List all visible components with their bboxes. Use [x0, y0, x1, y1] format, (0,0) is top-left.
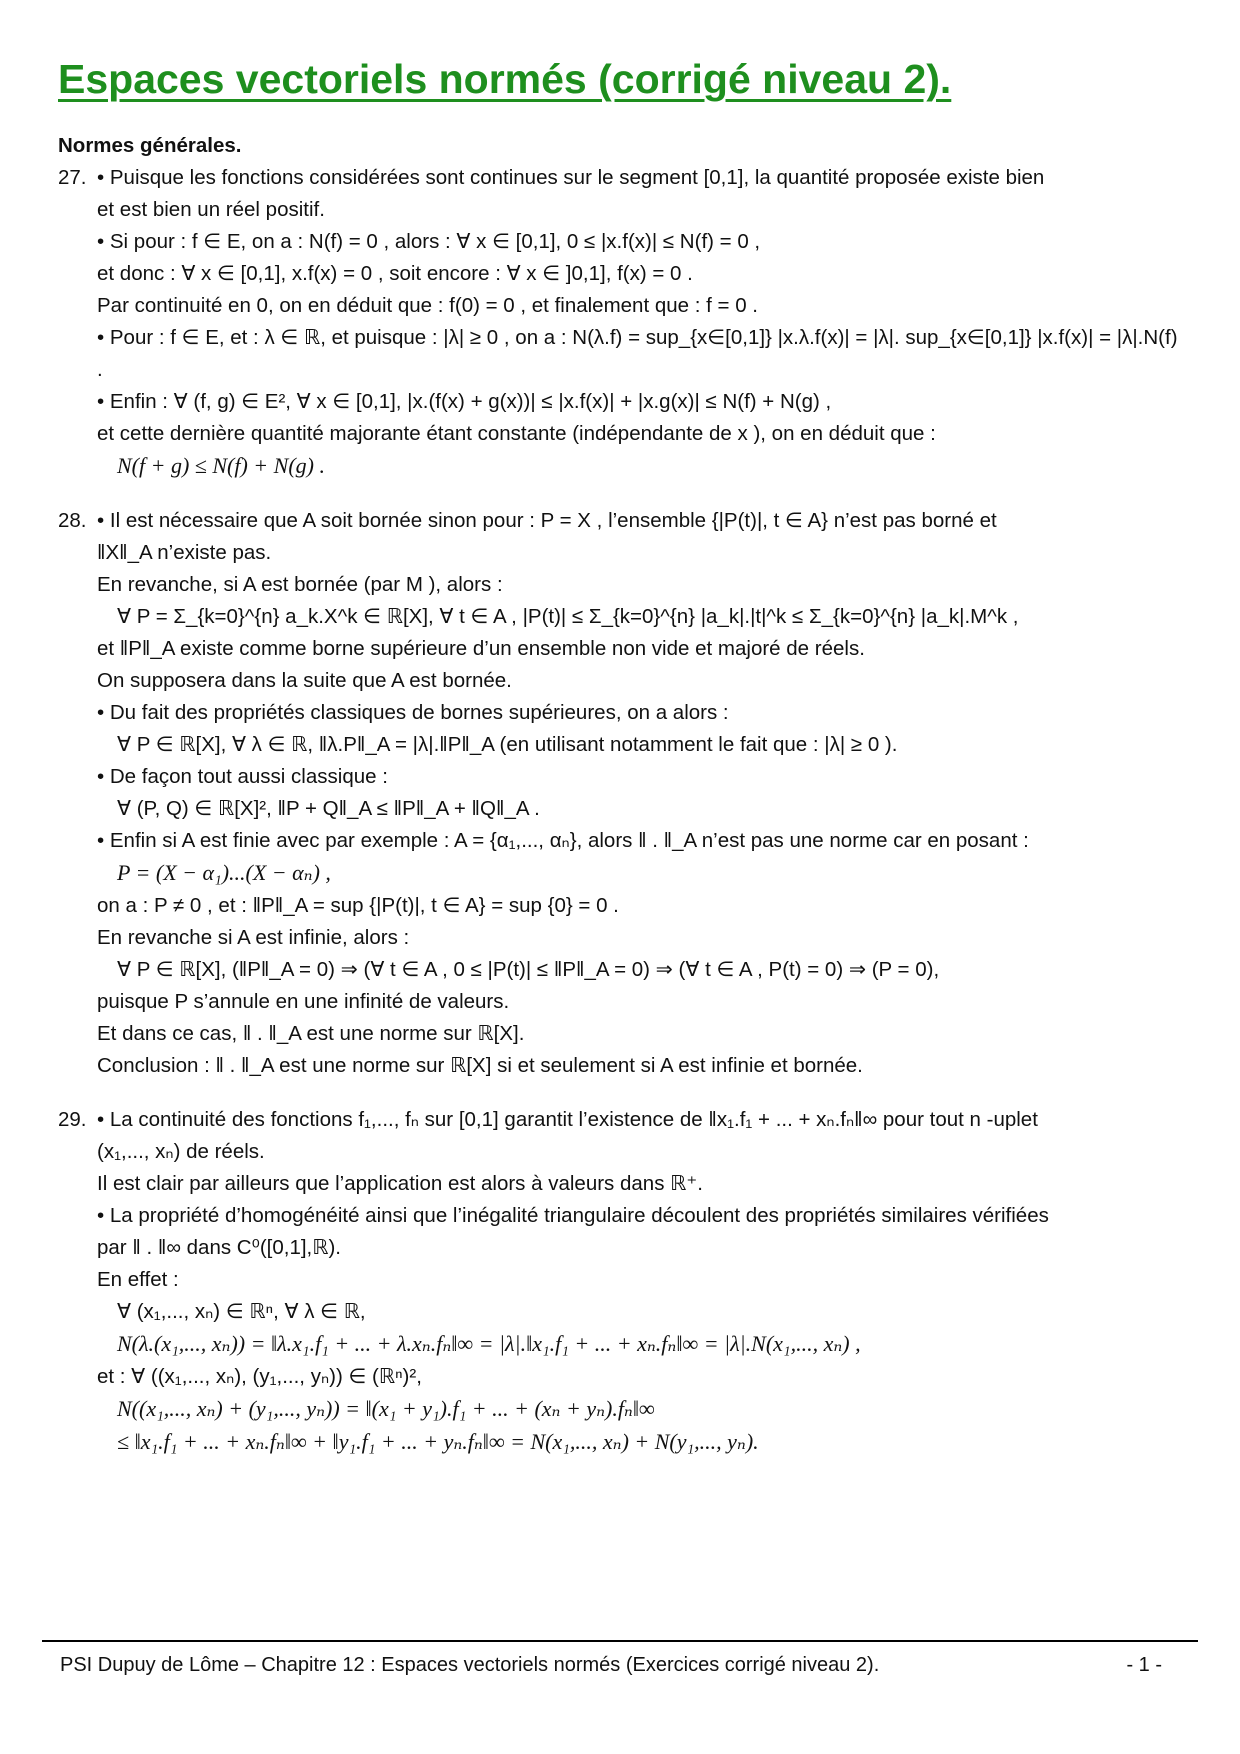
- line-text: et ‖P‖_A existe comme borne supérieure d’un ensemble non vide et majoré de réels.: [97, 637, 865, 660]
- line-text: Par continuité en 0, on en déduit que : f(0) = 0 , et finalement que : f = 0 .: [97, 294, 758, 317]
- text-line: [97, 418, 1183, 450]
- text-line: [97, 386, 1183, 418]
- text-line: [97, 890, 1183, 922]
- text-line: [97, 1361, 1183, 1393]
- text-line: [97, 633, 1183, 665]
- line-text: • Du fait des propriétés classiques de bornes supérieures, on a alors :: [97, 701, 729, 724]
- text-line: [97, 857, 1183, 890]
- text-line: [97, 1296, 1183, 1328]
- line-text: ‖X‖_A n’existe pas.: [97, 541, 272, 564]
- line-text: (x₁,..., xₙ) de réels.: [97, 1140, 265, 1163]
- line-text: On supposera dans la suite que A est bornée.: [97, 669, 512, 692]
- line-text: • Pour : f ∈ E, et : λ ∈ ℝ, et puisque : |λ| ≥ 0 , on a : N(λ.f) = sup_{x∈[0,1]} |x.λ.f(x)| = |λ|. sup_{x∈[0,1]} |x.f(x)| = |λ|.N(f) .: [97, 326, 1178, 381]
- math-formula: N((x₁,..., xₙ) + (y₁,..., yₙ)) = ‖(x₁ + y₁).f₁ + ... + (xₙ + yₙ).fₙ‖∞: [117, 1396, 655, 1421]
- text-line: [97, 986, 1183, 1018]
- line-text: puisque P s’annule en une infinité de valeurs.: [97, 990, 510, 1013]
- line-text: on a : P ≠ 0 , et : ‖P‖_A = sup {|P(t)|, t ∈ A} = sup {0} = 0 .: [97, 894, 619, 917]
- text-line: [97, 1168, 1183, 1200]
- line-text: et donc : ∀ x ∈ [0,1], x.f(x) = 0 , soit encore : ∀ x ∈ ]0,1], f(x) = 0 .: [97, 262, 693, 285]
- line-text: • Il est nécessaire que A soit bornée sinon pour : P = X , l’ensemble {|P(t)|, t ∈ A} n’est pas borné et: [97, 509, 997, 532]
- text-line: [97, 226, 1183, 258]
- text-line: [97, 290, 1183, 322]
- page-footer: [42, 1640, 1198, 1677]
- line-text: ∀ P ∈ ℝ[X], ∀ λ ∈ ℝ, ‖λ.P‖_A = |λ|.‖P‖_A (en utilisant notamment le fait que : |λ| ≥ 0 ).: [117, 733, 898, 756]
- line-text: ∀ P ∈ ℝ[X], (‖P‖_A = 0) ⇒ (∀ t ∈ A , 0 ≤ |P(t)| ≤ ‖P‖_A = 0) ⇒ (∀ t ∈ A , P(t) = 0) ⇒ (P = 0),: [117, 958, 940, 981]
- text-line: [97, 1018, 1183, 1050]
- math-formula: P = (X − α₁)...(X − αₙ) ,: [117, 860, 331, 885]
- line-text: • Puisque les fonctions considérées sont continues sur le segment [0,1], la quantité proposée existe bien: [97, 166, 1045, 189]
- line-text: • Si pour : f ∈ E, on a : N(f) = 0 , alors : ∀ x ∈ [0,1], 0 ≤ |x.f(x)| ≤ N(f) = 0 ,: [97, 230, 761, 253]
- text-line: [97, 1426, 1183, 1459]
- text-line: [97, 697, 1183, 729]
- text-line: [97, 1264, 1183, 1296]
- exercise-28: [58, 505, 1183, 1082]
- line-text: ∀ P = Σ_{k=0}^{n} a_k.X^k ∈ ℝ[X], ∀ t ∈ A , |P(t)| ≤ Σ_{k=0}^{n} |a_k|.|t|^k ≤ Σ_{k=0}^{n} |a_k|.M^k ,: [117, 605, 1019, 628]
- line-text: Il est clair par ailleurs que l’application est alors à valeurs dans ℝ⁺.: [97, 1172, 703, 1195]
- line-text: et : ∀ ((x₁,..., xₙ), (y₁,..., yₙ)) ∈ (ℝⁿ)²,: [97, 1365, 422, 1388]
- line-text: En effet :: [97, 1268, 179, 1291]
- line-text: • La propriété d’homogénéité ainsi que l’inégalité triangulaire découlent des propriétés similaires vérifiées: [97, 1204, 1049, 1227]
- text-line: [97, 569, 1183, 601]
- text-line: [97, 1136, 1183, 1168]
- text-line: [97, 761, 1183, 793]
- text-line: [97, 162, 1183, 194]
- text-line: [97, 1104, 1183, 1136]
- text-line: [97, 1328, 1183, 1361]
- page-title: Espaces vectoriels normés (corrigé niveau 2).: [58, 56, 952, 102]
- math-formula: N(λ.(x₁,..., xₙ)) = ‖λ.x₁.f₁ + ... + λ.xₙ.fₙ‖∞ = |λ|.‖x₁.f₁ + ... + xₙ.fₙ‖∞ = |λ|.N(x₁,..., xₙ) ,: [117, 1331, 861, 1356]
- line-text: ∀ (x₁,..., xₙ) ∈ ℝⁿ, ∀ λ ∈ ℝ,: [117, 1300, 366, 1323]
- line-text: En revanche, si A est bornée (par M ), alors :: [97, 573, 503, 596]
- text-line: [97, 450, 1183, 483]
- text-line: [97, 825, 1183, 857]
- text-line: [97, 922, 1183, 954]
- exercise-list: [58, 162, 1183, 1459]
- line-text: • La continuité des fonctions f₁,..., fₙ sur [0,1] garantit l’existence de ‖x₁.f₁ + ... + xₙ.fₙ‖∞ pour tout n -uplet: [97, 1108, 1038, 1131]
- math-formula: N(f + g) ≤ N(f) + N(g) .: [117, 453, 325, 478]
- text-line: [97, 1200, 1183, 1232]
- text-line: [97, 601, 1183, 633]
- text-line: [97, 194, 1183, 226]
- text-line: [97, 537, 1183, 569]
- line-text: par ‖ . ‖∞ dans C⁰([0,1],ℝ).: [97, 1236, 341, 1259]
- text-line: [97, 665, 1183, 697]
- page-number: - 1 -: [1126, 1654, 1162, 1676]
- line-text: Conclusion : ‖ . ‖_A est une norme sur ℝ[X] si et seulement si A est infinie et bornée.: [97, 1054, 863, 1077]
- line-text: et cette dernière quantité majorante étant constante (indépendante de x ), on en déduit que :: [97, 422, 936, 445]
- text-line: [97, 729, 1183, 761]
- text-line: [97, 954, 1183, 986]
- text-line: [97, 1393, 1183, 1426]
- text-line: [97, 258, 1183, 290]
- exercise-number: 27.: [58, 166, 87, 189]
- text-line: [97, 1050, 1183, 1082]
- exercise-29: [58, 1104, 1183, 1459]
- line-text: • Enfin : ∀ (f, g) ∈ E², ∀ x ∈ [0,1], |x.(f(x) + g(x))| ≤ |x.f(x)| + |x.g(x)| ≤ N(f) + N(g) ,: [97, 390, 832, 413]
- line-text: En revanche si A est infinie, alors :: [97, 926, 410, 949]
- footer-text: PSI Dupuy de Lôme – Chapitre 12 : Espaces vectoriels normés (Exercices corrigé niveau 2).: [60, 1654, 880, 1676]
- line-text: • De façon tout aussi classique :: [97, 765, 388, 788]
- line-text: Et dans ce cas, ‖ . ‖_A est une norme sur ℝ[X].: [97, 1022, 525, 1045]
- exercise-27: [58, 162, 1183, 483]
- line-text: et est bien un réel positif.: [97, 198, 325, 221]
- text-line: [97, 793, 1183, 825]
- document-body: [58, 130, 1183, 1459]
- text-line: [97, 505, 1183, 537]
- line-text: ∀ (P, Q) ∈ ℝ[X]², ‖P + Q‖_A ≤ ‖P‖_A + ‖Q‖_A .: [117, 797, 540, 820]
- line-text: • Enfin si A est finie avec par exemple : A = {α₁,..., αₙ}, alors ‖ . ‖_A n’est pas une norme car en posant :: [97, 829, 1029, 852]
- math-formula: ≤ ‖x₁.f₁ + ... + xₙ.fₙ‖∞ + ‖y₁.f₁ + ... + yₙ.fₙ‖∞ = N(x₁,..., xₙ) + N(y₁,..., yₙ).: [117, 1429, 759, 1454]
- exercise-number: 28.: [58, 509, 87, 532]
- text-line: [97, 322, 1183, 386]
- text-line: [97, 1232, 1183, 1264]
- exercise-number: 29.: [58, 1108, 87, 1131]
- section-heading: Normes générales.: [58, 134, 242, 157]
